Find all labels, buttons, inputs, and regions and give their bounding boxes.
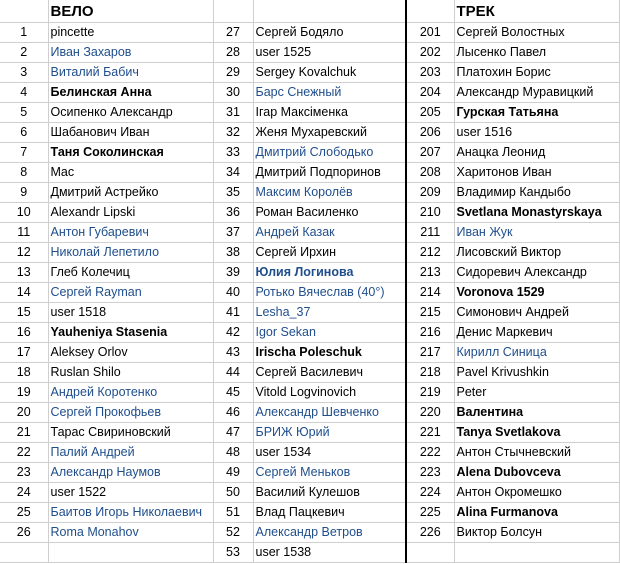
- participant-name-cell: Aleksey Orlov: [48, 343, 213, 363]
- row-number-cell: 217: [406, 343, 454, 363]
- participant-name-cell: Тарас Свириновский: [48, 423, 213, 443]
- row-number-cell: 23: [0, 463, 48, 483]
- row-number-cell: 49: [213, 463, 253, 483]
- row-number-cell: 12: [0, 243, 48, 263]
- row-number-cell: 207: [406, 143, 454, 163]
- row-number-cell: 14: [0, 283, 48, 303]
- row-number-cell: 37: [213, 223, 253, 243]
- table-row: [0, 423, 619, 443]
- row-number-cell: 201: [406, 23, 454, 43]
- row-number-cell: 34: [213, 163, 253, 183]
- row-number-cell: 206: [406, 123, 454, 143]
- row-number-cell: 10: [0, 203, 48, 223]
- row-number-cell: 33: [213, 143, 253, 163]
- participant-name-cell: Yauheniya Stasenia: [48, 323, 213, 343]
- participant-name-cell: Сергей Волостных: [454, 23, 619, 43]
- table-row: [0, 223, 619, 243]
- participant-name-cell: Vitold Logvinovich: [253, 383, 406, 403]
- table-row: [0, 383, 619, 403]
- table-row: [0, 243, 619, 263]
- table-row: [0, 63, 619, 83]
- participant-name-cell: Tanya Svetlakova: [454, 423, 619, 443]
- participant-name-cell: user 1534: [253, 443, 406, 463]
- row-number-cell: 38: [213, 243, 253, 263]
- participant-name-cell: Alexandr Lipski: [48, 203, 213, 223]
- row-number-cell: 25: [0, 503, 48, 523]
- participant-name-cell: user 1538: [253, 543, 406, 563]
- participant-name-cell: Alena Dubovceva: [454, 463, 619, 483]
- participant-name-cell: Антон Стычневский: [454, 443, 619, 463]
- row-number-cell: 11: [0, 223, 48, 243]
- participant-name-cell: Сергей Ирхин: [253, 243, 406, 263]
- row-number-cell: 16: [0, 323, 48, 343]
- table-row: [0, 183, 619, 203]
- participant-name-cell: Роман Василенко: [253, 203, 406, 223]
- table-row: [0, 363, 619, 383]
- participant-name-cell: Виктор Болсун: [454, 523, 619, 543]
- table-row: [0, 123, 619, 143]
- participant-name-cell: Владимир Кандыбо: [454, 183, 619, 203]
- table-row: [0, 43, 619, 63]
- row-number-cell: 31: [213, 103, 253, 123]
- row-number-cell: 8: [0, 163, 48, 183]
- participant-name-cell: user 1522: [48, 483, 213, 503]
- row-number-cell: 26: [0, 523, 48, 543]
- row-number-cell: 24: [0, 483, 48, 503]
- participant-name-cell: Василий Кулешов: [253, 483, 406, 503]
- row-number-cell: 1: [0, 23, 48, 43]
- participant-name-cell: Кирилл Синица: [454, 343, 619, 363]
- participant-name-cell: Voronova 1529: [454, 283, 619, 303]
- participant-name-cell: Lesha_37: [253, 303, 406, 323]
- row-number-cell: 22: [0, 443, 48, 463]
- table-row: [0, 323, 619, 343]
- row-number-cell: 4: [0, 83, 48, 103]
- participant-name-cell: Александр Муравицкий: [454, 83, 619, 103]
- participant-name-cell: Roma Monahov: [48, 523, 213, 543]
- table-row: [0, 143, 619, 163]
- header-trek: ТРЕК: [454, 0, 619, 23]
- header-empty-cell: [213, 0, 253, 23]
- row-number-cell: 211: [406, 223, 454, 243]
- participant-name-cell: Иван Жук: [454, 223, 619, 243]
- table-row: [0, 163, 619, 183]
- row-number-cell: 39: [213, 263, 253, 283]
- table-row: [0, 103, 619, 123]
- participant-name-cell: Александр Ветров: [253, 523, 406, 543]
- row-number-cell: 205: [406, 103, 454, 123]
- header-velo: ВЕЛО: [48, 0, 213, 23]
- row-number-cell: 32: [213, 123, 253, 143]
- row-number-cell: 7: [0, 143, 48, 163]
- row-number-cell: 5: [0, 103, 48, 123]
- row-number-cell: 9: [0, 183, 48, 203]
- row-number-cell: 29: [213, 63, 253, 83]
- participant-name-cell: Сергей Василевич: [253, 363, 406, 383]
- table-row: [0, 503, 619, 523]
- participant-name-cell: Андрей Коротенко: [48, 383, 213, 403]
- participant-name-cell: Mac: [48, 163, 213, 183]
- participant-name-cell: Ruslan Shilo: [48, 363, 213, 383]
- participant-name-cell: Лисовский Виктор: [454, 243, 619, 263]
- row-number-cell: 203: [406, 63, 454, 83]
- row-number-cell: 17: [0, 343, 48, 363]
- row-number-cell: 41: [213, 303, 253, 323]
- table-row: [0, 203, 619, 223]
- row-number-cell: 209: [406, 183, 454, 203]
- row-number-cell: 50: [213, 483, 253, 503]
- header-empty-cell: [0, 0, 48, 23]
- row-number-cell: 2: [0, 43, 48, 63]
- participant-name-cell: Таня Соколинская: [48, 143, 213, 163]
- participant-name-cell: Баитов Игорь Николаевич: [48, 503, 213, 523]
- participant-name-cell: Денис Маркевич: [454, 323, 619, 343]
- table-row: [0, 443, 619, 463]
- participant-name-cell: [454, 543, 619, 563]
- table-row: [0, 263, 619, 283]
- participant-name-cell: Палий Андрей: [48, 443, 213, 463]
- participant-name-cell: Pavel Krivushkin: [454, 363, 619, 383]
- participant-name-cell: Сидоревич Александр: [454, 263, 619, 283]
- row-number-cell: 219: [406, 383, 454, 403]
- row-number-cell: 19: [0, 383, 48, 403]
- row-number-cell: 213: [406, 263, 454, 283]
- row-number-cell: 35: [213, 183, 253, 203]
- participant-name-cell: Виталий Бабич: [48, 63, 213, 83]
- row-number-cell: 40: [213, 283, 253, 303]
- row-number-cell: 208: [406, 163, 454, 183]
- table-row: [0, 543, 619, 563]
- participant-name-cell: Alina Furmanova: [454, 503, 619, 523]
- participant-name-cell: Сергей Rayman: [48, 283, 213, 303]
- header-empty-cell: [406, 0, 454, 23]
- participant-name-cell: Гурская Татьяна: [454, 103, 619, 123]
- participant-name-cell: Барс Снежный: [253, 83, 406, 103]
- row-number-cell: 216: [406, 323, 454, 343]
- row-number-cell: 226: [406, 523, 454, 543]
- participant-name-cell: Лысенко Павел: [454, 43, 619, 63]
- table-row: [0, 283, 619, 303]
- row-number-cell: 47: [213, 423, 253, 443]
- row-number-cell: 46: [213, 403, 253, 423]
- row-number-cell: 222: [406, 443, 454, 463]
- participant-name-cell: Sergey Kovalchuk: [253, 63, 406, 83]
- participant-name-cell: Юлия Логинова: [253, 263, 406, 283]
- participant-name-cell: Осипенко Александр: [48, 103, 213, 123]
- participant-name-cell: Irischa Poleschuk: [253, 343, 406, 363]
- table-row: [0, 483, 619, 503]
- row-number-cell: 20: [0, 403, 48, 423]
- participant-name-cell: Женя Мухаревский: [253, 123, 406, 143]
- participant-name-cell: Харитонов Иван: [454, 163, 619, 183]
- participant-name-cell: Дмитрий Астрейко: [48, 183, 213, 203]
- participant-name-cell: Сергей Бодяло: [253, 23, 406, 43]
- row-number-cell: 15: [0, 303, 48, 323]
- participant-name-cell: Анацка Леонид: [454, 143, 619, 163]
- participant-name-cell: [48, 543, 213, 563]
- participant-name-cell: Валентина: [454, 403, 619, 423]
- participant-name-cell: Симонович Андрей: [454, 303, 619, 323]
- table-row: [0, 303, 619, 323]
- row-number-cell: 44: [213, 363, 253, 383]
- row-number-cell: 204: [406, 83, 454, 103]
- row-number-cell: 18: [0, 363, 48, 383]
- row-number-cell: 45: [213, 383, 253, 403]
- participant-name-cell: pincette: [48, 23, 213, 43]
- participant-name-cell: Белинская Анна: [48, 83, 213, 103]
- table-row: [0, 523, 619, 543]
- participant-name-cell: Иван Захаров: [48, 43, 213, 63]
- participant-name-cell: user 1525: [253, 43, 406, 63]
- row-number-cell: 30: [213, 83, 253, 103]
- row-number-cell: 221: [406, 423, 454, 443]
- table-row: [0, 343, 619, 363]
- table-row: [0, 403, 619, 423]
- row-number-cell: 215: [406, 303, 454, 323]
- row-number-cell: 51: [213, 503, 253, 523]
- row-number-cell: 202: [406, 43, 454, 63]
- table-row: [0, 463, 619, 483]
- participant-name-cell: БРИЖ Юрий: [253, 423, 406, 443]
- row-number-cell: 43: [213, 343, 253, 363]
- row-number-cell: [0, 543, 48, 563]
- row-number-cell: 48: [213, 443, 253, 463]
- participant-name-cell: Дмитрий Подпоринов: [253, 163, 406, 183]
- row-number-cell: 27: [213, 23, 253, 43]
- participant-name-cell: Сергей Прокофьев: [48, 403, 213, 423]
- participant-name-cell: Максим Королёв: [253, 183, 406, 203]
- participant-name-cell: Сергей Меньков: [253, 463, 406, 483]
- row-number-cell: 218: [406, 363, 454, 383]
- row-number-cell: 223: [406, 463, 454, 483]
- row-number-cell: 36: [213, 203, 253, 223]
- table-row: [0, 83, 619, 103]
- row-number-cell: 225: [406, 503, 454, 523]
- header-row: [0, 0, 619, 23]
- participant-name-cell: Ротько Вячеслав (40°): [253, 283, 406, 303]
- participant-name-cell: Антон Губаревич: [48, 223, 213, 243]
- row-number-cell: 52: [213, 523, 253, 543]
- participant-name-cell: Дмитрий Слободько: [253, 143, 406, 163]
- row-number-cell: 210: [406, 203, 454, 223]
- row-number-cell: 21: [0, 423, 48, 443]
- participant-name-cell: Платохин Борис: [454, 63, 619, 83]
- row-number-cell: 3: [0, 63, 48, 83]
- participant-name-cell: Iгар Максiменка: [253, 103, 406, 123]
- row-number-cell: 212: [406, 243, 454, 263]
- participant-name-cell: Николай Лепетило: [48, 243, 213, 263]
- participant-name-cell: Александр Наумов: [48, 463, 213, 483]
- row-number-cell: 28: [213, 43, 253, 63]
- row-number-cell: 6: [0, 123, 48, 143]
- row-number-cell: [406, 543, 454, 563]
- participant-name-cell: Svetlana Monastyrskaya: [454, 203, 619, 223]
- table-row: [0, 23, 619, 43]
- row-number-cell: 220: [406, 403, 454, 423]
- participant-name-cell: Влад Пацкевич: [253, 503, 406, 523]
- participant-name-cell: Антон Окромешко: [454, 483, 619, 503]
- participant-name-cell: Igor Sekan: [253, 323, 406, 343]
- row-number-cell: 42: [213, 323, 253, 343]
- participant-name-cell: Peter: [454, 383, 619, 403]
- participant-name-cell: user 1518: [48, 303, 213, 323]
- row-number-cell: 13: [0, 263, 48, 283]
- header-empty-cell: [253, 0, 406, 23]
- participant-name-cell: Александр Шевченко: [253, 403, 406, 423]
- row-number-cell: 224: [406, 483, 454, 503]
- participant-name-cell: user 1516: [454, 123, 619, 143]
- participant-name-cell: Шабанович Иван: [48, 123, 213, 143]
- row-number-cell: 53: [213, 543, 253, 563]
- participant-name-cell: Глеб Колечиц: [48, 263, 213, 283]
- row-number-cell: 214: [406, 283, 454, 303]
- participant-name-cell: Андрей Казак: [253, 223, 406, 243]
